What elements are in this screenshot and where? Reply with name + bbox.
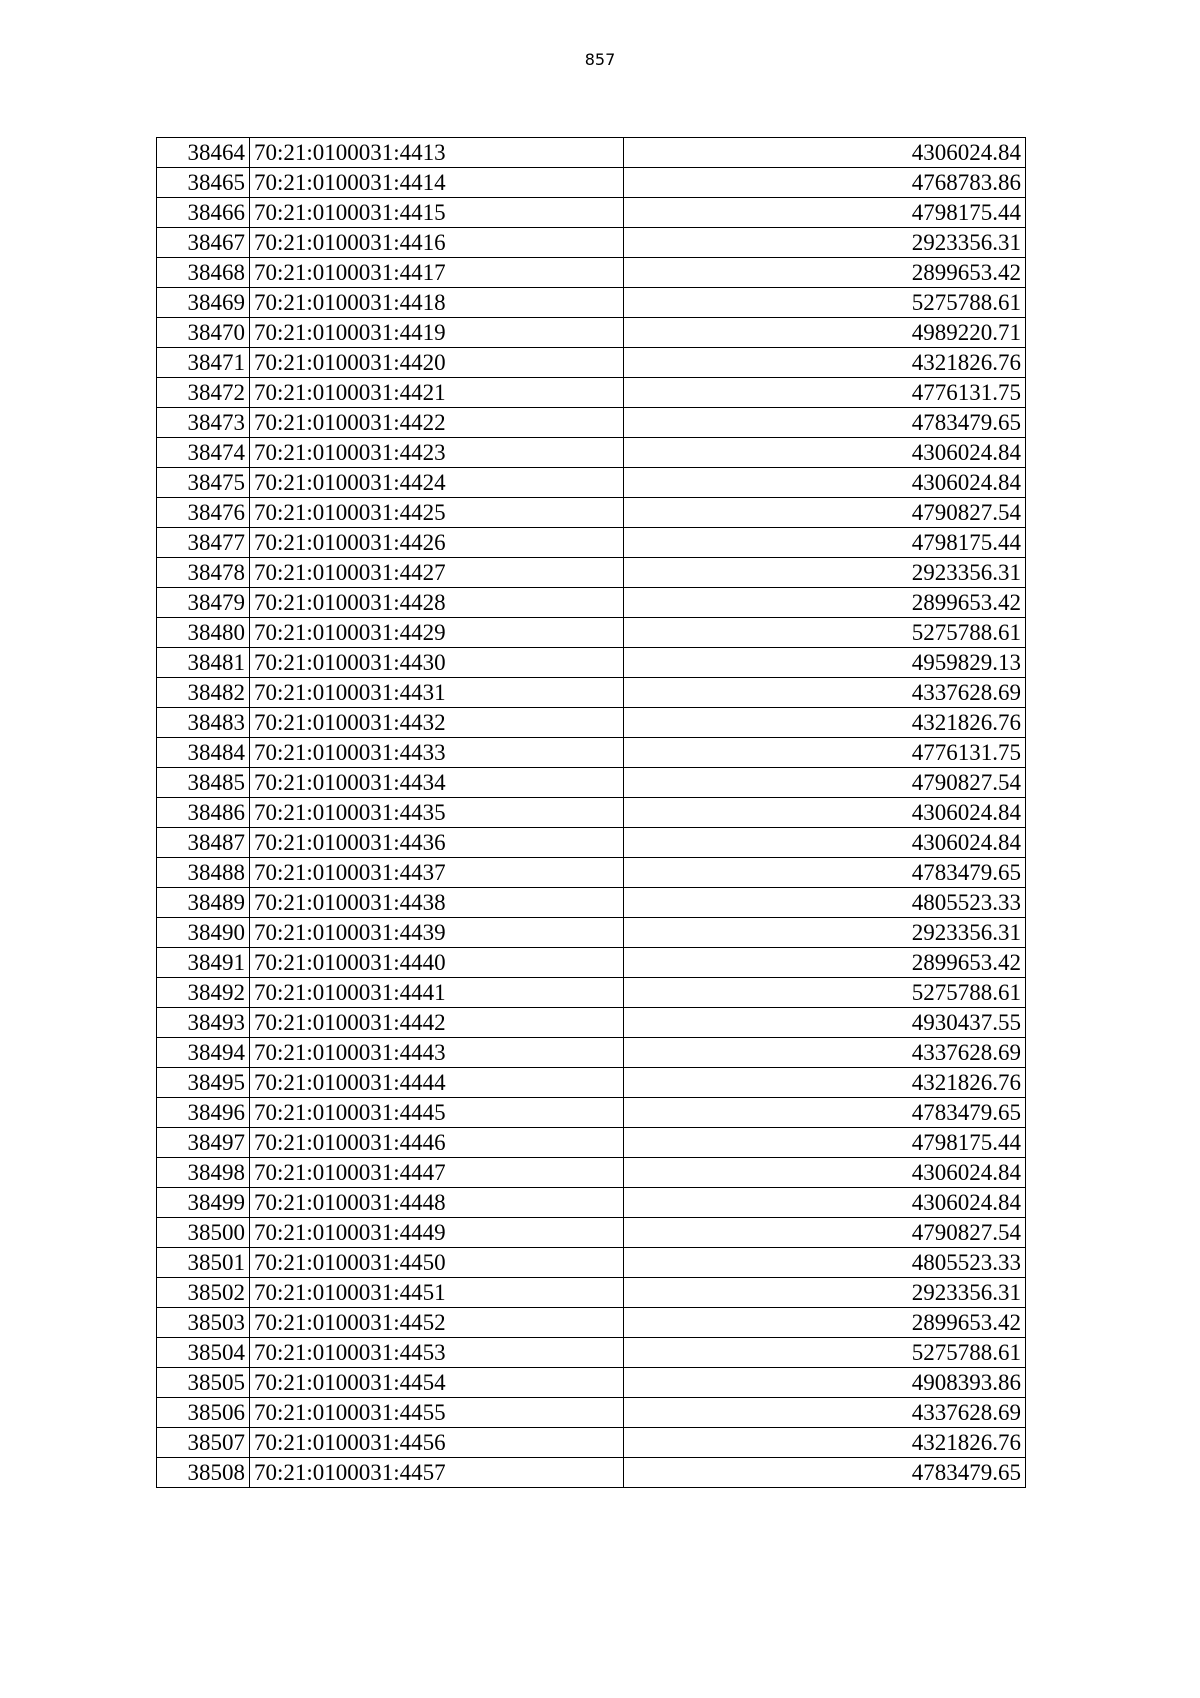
table-row bbox=[157, 1368, 1026, 1398]
cadastral-value-cell: 4790827.54 bbox=[624, 1218, 1026, 1248]
row-number-cell: 38477 bbox=[157, 528, 250, 558]
cadastral-value-cell: 4776131.75 bbox=[624, 738, 1026, 768]
row-number-cell: 38465 bbox=[157, 168, 250, 198]
row-number-cell: 38471 bbox=[157, 348, 250, 378]
cadastral-value-cell: 4306024.84 bbox=[624, 438, 1026, 468]
page-number: 857 bbox=[584, 50, 616, 69]
row-number-cell: 38491 bbox=[157, 948, 250, 978]
table-row bbox=[157, 738, 1026, 768]
row-number-cell: 38494 bbox=[157, 1038, 250, 1068]
table-row bbox=[157, 318, 1026, 348]
cadastral-value-cell: 4783479.65 bbox=[624, 858, 1026, 888]
cadastral-number-cell: 70:21:0100031:4450 bbox=[250, 1248, 624, 1278]
cadastral-number-cell: 70:21:0100031:4434 bbox=[250, 768, 624, 798]
row-number-cell: 38478 bbox=[157, 558, 250, 588]
table-row bbox=[157, 1338, 1026, 1368]
cadastral-number-cell: 70:21:0100031:4415 bbox=[250, 198, 624, 228]
cadastral-number-cell: 70:21:0100031:4441 bbox=[250, 978, 624, 1008]
cadastral-value-cell: 4768783.86 bbox=[624, 168, 1026, 198]
table-row bbox=[157, 288, 1026, 318]
table-row bbox=[157, 1068, 1026, 1098]
cadastral-number-cell: 70:21:0100031:4429 bbox=[250, 618, 624, 648]
cadastral-value-table bbox=[156, 137, 1026, 1488]
row-number-cell: 38484 bbox=[157, 738, 250, 768]
table-row bbox=[157, 438, 1026, 468]
row-number-cell: 38493 bbox=[157, 1008, 250, 1038]
table-row bbox=[157, 378, 1026, 408]
row-number-cell: 38474 bbox=[157, 438, 250, 468]
row-number-cell: 38503 bbox=[157, 1308, 250, 1338]
cadastral-number-cell: 70:21:0100031:4451 bbox=[250, 1278, 624, 1308]
table-row bbox=[157, 408, 1026, 438]
table-row bbox=[157, 918, 1026, 948]
cadastral-value-cell: 4306024.84 bbox=[624, 138, 1026, 168]
cadastral-number-cell: 70:21:0100031:4432 bbox=[250, 708, 624, 738]
row-number-cell: 38505 bbox=[157, 1368, 250, 1398]
table-row bbox=[157, 528, 1026, 558]
row-number-cell: 38467 bbox=[157, 228, 250, 258]
table-row bbox=[157, 1398, 1026, 1428]
cadastral-value-cell: 4776131.75 bbox=[624, 378, 1026, 408]
row-number-cell: 38468 bbox=[157, 258, 250, 288]
cadastral-value-cell: 4783479.65 bbox=[624, 1098, 1026, 1128]
cadastral-number-cell: 70:21:0100031:4452 bbox=[250, 1308, 624, 1338]
table-row bbox=[157, 708, 1026, 738]
table-row bbox=[157, 1218, 1026, 1248]
row-number-cell: 38469 bbox=[157, 288, 250, 318]
cadastral-number-cell: 70:21:0100031:4457 bbox=[250, 1458, 624, 1488]
table-row bbox=[157, 828, 1026, 858]
cadastral-number-cell: 70:21:0100031:4453 bbox=[250, 1338, 624, 1368]
cadastral-number-cell: 70:21:0100031:4440 bbox=[250, 948, 624, 978]
cadastral-value-cell: 4306024.84 bbox=[624, 1158, 1026, 1188]
row-number-cell: 38497 bbox=[157, 1128, 250, 1158]
cadastral-value-cell: 4337628.69 bbox=[624, 1398, 1026, 1428]
table-row bbox=[157, 498, 1026, 528]
cadastral-value-cell: 4337628.69 bbox=[624, 1038, 1026, 1068]
row-number-cell: 38492 bbox=[157, 978, 250, 1008]
table-row bbox=[157, 1008, 1026, 1038]
table-row bbox=[157, 228, 1026, 258]
cadastral-value-cell: 2923356.31 bbox=[624, 918, 1026, 948]
table-row bbox=[157, 1248, 1026, 1278]
cadastral-number-cell: 70:21:0100031:4430 bbox=[250, 648, 624, 678]
row-number-cell: 38482 bbox=[157, 678, 250, 708]
table-row bbox=[157, 198, 1026, 228]
cadastral-value-cell: 2923356.31 bbox=[624, 1278, 1026, 1308]
cadastral-value-cell: 4306024.84 bbox=[624, 468, 1026, 498]
cadastral-number-cell: 70:21:0100031:4425 bbox=[250, 498, 624, 528]
table-row bbox=[157, 798, 1026, 828]
row-number-cell: 38485 bbox=[157, 768, 250, 798]
row-number-cell: 38487 bbox=[157, 828, 250, 858]
cadastral-value-cell: 4306024.84 bbox=[624, 828, 1026, 858]
row-number-cell: 38496 bbox=[157, 1098, 250, 1128]
cadastral-value-cell: 4790827.54 bbox=[624, 498, 1026, 528]
cadastral-value-cell: 2899653.42 bbox=[624, 948, 1026, 978]
row-number-cell: 38501 bbox=[157, 1248, 250, 1278]
row-number-cell: 38499 bbox=[157, 1188, 250, 1218]
cadastral-number-cell: 70:21:0100031:4435 bbox=[250, 798, 624, 828]
row-number-cell: 38500 bbox=[157, 1218, 250, 1248]
cadastral-number-cell: 70:21:0100031:4439 bbox=[250, 918, 624, 948]
table-row bbox=[157, 678, 1026, 708]
row-number-cell: 38480 bbox=[157, 618, 250, 648]
row-number-cell: 38495 bbox=[157, 1068, 250, 1098]
cadastral-value-cell: 4321826.76 bbox=[624, 1068, 1026, 1098]
table-row bbox=[157, 1278, 1026, 1308]
cadastral-number-cell: 70:21:0100031:4422 bbox=[250, 408, 624, 438]
row-number-cell: 38486 bbox=[157, 798, 250, 828]
table-row bbox=[157, 1428, 1026, 1458]
cadastral-number-cell: 70:21:0100031:4454 bbox=[250, 1368, 624, 1398]
table-row bbox=[157, 1158, 1026, 1188]
cadastral-value-cell: 4321826.76 bbox=[624, 708, 1026, 738]
table-row bbox=[157, 1128, 1026, 1158]
table-row bbox=[157, 1188, 1026, 1218]
cadastral-number-cell: 70:21:0100031:4414 bbox=[250, 168, 624, 198]
row-number-cell: 38507 bbox=[157, 1428, 250, 1458]
cadastral-number-cell: 70:21:0100031:4442 bbox=[250, 1008, 624, 1038]
table-row bbox=[157, 258, 1026, 288]
cadastral-value-cell: 4337628.69 bbox=[624, 678, 1026, 708]
cadastral-number-cell: 70:21:0100031:4456 bbox=[250, 1428, 624, 1458]
cadastral-value-cell: 2899653.42 bbox=[624, 588, 1026, 618]
table-row bbox=[157, 768, 1026, 798]
cadastral-number-cell: 70:21:0100031:4413 bbox=[250, 138, 624, 168]
cadastral-value-cell: 5275788.61 bbox=[624, 618, 1026, 648]
cadastral-number-cell: 70:21:0100031:4423 bbox=[250, 438, 624, 468]
table-row bbox=[157, 1458, 1026, 1488]
cadastral-number-cell: 70:21:0100031:4433 bbox=[250, 738, 624, 768]
cadastral-number-cell: 70:21:0100031:4438 bbox=[250, 888, 624, 918]
cadastral-value-cell: 4805523.33 bbox=[624, 888, 1026, 918]
table-row bbox=[157, 948, 1026, 978]
cadastral-number-cell: 70:21:0100031:4426 bbox=[250, 528, 624, 558]
row-number-cell: 38504 bbox=[157, 1338, 250, 1368]
table-row bbox=[157, 978, 1026, 1008]
table-row bbox=[157, 588, 1026, 618]
cadastral-number-cell: 70:21:0100031:4443 bbox=[250, 1038, 624, 1068]
row-number-cell: 38481 bbox=[157, 648, 250, 678]
row-number-cell: 38475 bbox=[157, 468, 250, 498]
cadastral-value-cell: 2923356.31 bbox=[624, 228, 1026, 258]
cadastral-number-cell: 70:21:0100031:4436 bbox=[250, 828, 624, 858]
cadastral-value-cell: 4798175.44 bbox=[624, 1128, 1026, 1158]
cadastral-number-cell: 70:21:0100031:4448 bbox=[250, 1188, 624, 1218]
table-row bbox=[157, 168, 1026, 198]
row-number-cell: 38464 bbox=[157, 138, 250, 168]
cadastral-number-cell: 70:21:0100031:4417 bbox=[250, 258, 624, 288]
table-row bbox=[157, 138, 1026, 168]
cadastral-value-cell: 4321826.76 bbox=[624, 348, 1026, 378]
cadastral-number-cell: 70:21:0100031:4420 bbox=[250, 348, 624, 378]
table-row bbox=[157, 1038, 1026, 1068]
table-row bbox=[157, 1098, 1026, 1128]
table-row bbox=[157, 558, 1026, 588]
cadastral-value-cell: 4783479.65 bbox=[624, 408, 1026, 438]
cadastral-value-cell: 4798175.44 bbox=[624, 528, 1026, 558]
cadastral-value-cell: 4959829.13 bbox=[624, 648, 1026, 678]
cadastral-value-cell: 5275788.61 bbox=[624, 978, 1026, 1008]
cadastral-value-cell: 2923356.31 bbox=[624, 558, 1026, 588]
cadastral-number-cell: 70:21:0100031:4431 bbox=[250, 678, 624, 708]
cadastral-value-cell: 4798175.44 bbox=[624, 198, 1026, 228]
row-number-cell: 38479 bbox=[157, 588, 250, 618]
table-row bbox=[157, 888, 1026, 918]
cadastral-number-cell: 70:21:0100031:4449 bbox=[250, 1218, 624, 1248]
cadastral-number-cell: 70:21:0100031:4447 bbox=[250, 1158, 624, 1188]
cadastral-value-cell: 4790827.54 bbox=[624, 768, 1026, 798]
cadastral-value-cell: 4321826.76 bbox=[624, 1428, 1026, 1458]
cadastral-number-cell: 70:21:0100031:4446 bbox=[250, 1128, 624, 1158]
cadastral-number-cell: 70:21:0100031:4455 bbox=[250, 1398, 624, 1428]
row-number-cell: 38476 bbox=[157, 498, 250, 528]
cadastral-number-cell: 70:21:0100031:4416 bbox=[250, 228, 624, 258]
table-row bbox=[157, 648, 1026, 678]
cadastral-value-cell: 4930437.55 bbox=[624, 1008, 1026, 1038]
cadastral-value-cell: 2899653.42 bbox=[624, 1308, 1026, 1338]
row-number-cell: 38508 bbox=[157, 1458, 250, 1488]
table-row bbox=[157, 348, 1026, 378]
row-number-cell: 38473 bbox=[157, 408, 250, 438]
table-row bbox=[157, 468, 1026, 498]
row-number-cell: 38472 bbox=[157, 378, 250, 408]
cadastral-value-cell: 2899653.42 bbox=[624, 258, 1026, 288]
cadastral-number-cell: 70:21:0100031:4444 bbox=[250, 1068, 624, 1098]
row-number-cell: 38488 bbox=[157, 858, 250, 888]
cadastral-value-cell: 5275788.61 bbox=[624, 288, 1026, 318]
row-number-cell: 38489 bbox=[157, 888, 250, 918]
cadastral-value-cell: 4306024.84 bbox=[624, 1188, 1026, 1218]
row-number-cell: 38506 bbox=[157, 1398, 250, 1428]
table-row bbox=[157, 858, 1026, 888]
cadastral-value-cell: 5275788.61 bbox=[624, 1338, 1026, 1368]
row-number-cell: 38470 bbox=[157, 318, 250, 348]
row-number-cell: 38498 bbox=[157, 1158, 250, 1188]
row-number-cell: 38483 bbox=[157, 708, 250, 738]
cadastral-number-cell: 70:21:0100031:4418 bbox=[250, 288, 624, 318]
cadastral-value-cell: 4306024.84 bbox=[624, 798, 1026, 828]
cadastral-number-cell: 70:21:0100031:4445 bbox=[250, 1098, 624, 1128]
row-number-cell: 38466 bbox=[157, 198, 250, 228]
cadastral-value-cell: 4989220.71 bbox=[624, 318, 1026, 348]
table-body bbox=[157, 138, 1026, 1488]
cadastral-number-cell: 70:21:0100031:4428 bbox=[250, 588, 624, 618]
cadastral-number-cell: 70:21:0100031:4419 bbox=[250, 318, 624, 348]
row-number-cell: 38502 bbox=[157, 1278, 250, 1308]
cadastral-value-cell: 4908393.86 bbox=[624, 1368, 1026, 1398]
row-number-cell: 38490 bbox=[157, 918, 250, 948]
cadastral-value-cell: 4805523.33 bbox=[624, 1248, 1026, 1278]
cadastral-number-cell: 70:21:0100031:4437 bbox=[250, 858, 624, 888]
cadastral-number-cell: 70:21:0100031:4424 bbox=[250, 468, 624, 498]
table-row bbox=[157, 1308, 1026, 1338]
cadastral-number-cell: 70:21:0100031:4427 bbox=[250, 558, 624, 588]
cadastral-value-cell: 4783479.65 bbox=[624, 1458, 1026, 1488]
table-row bbox=[157, 618, 1026, 648]
cadastral-number-cell: 70:21:0100031:4421 bbox=[250, 378, 624, 408]
